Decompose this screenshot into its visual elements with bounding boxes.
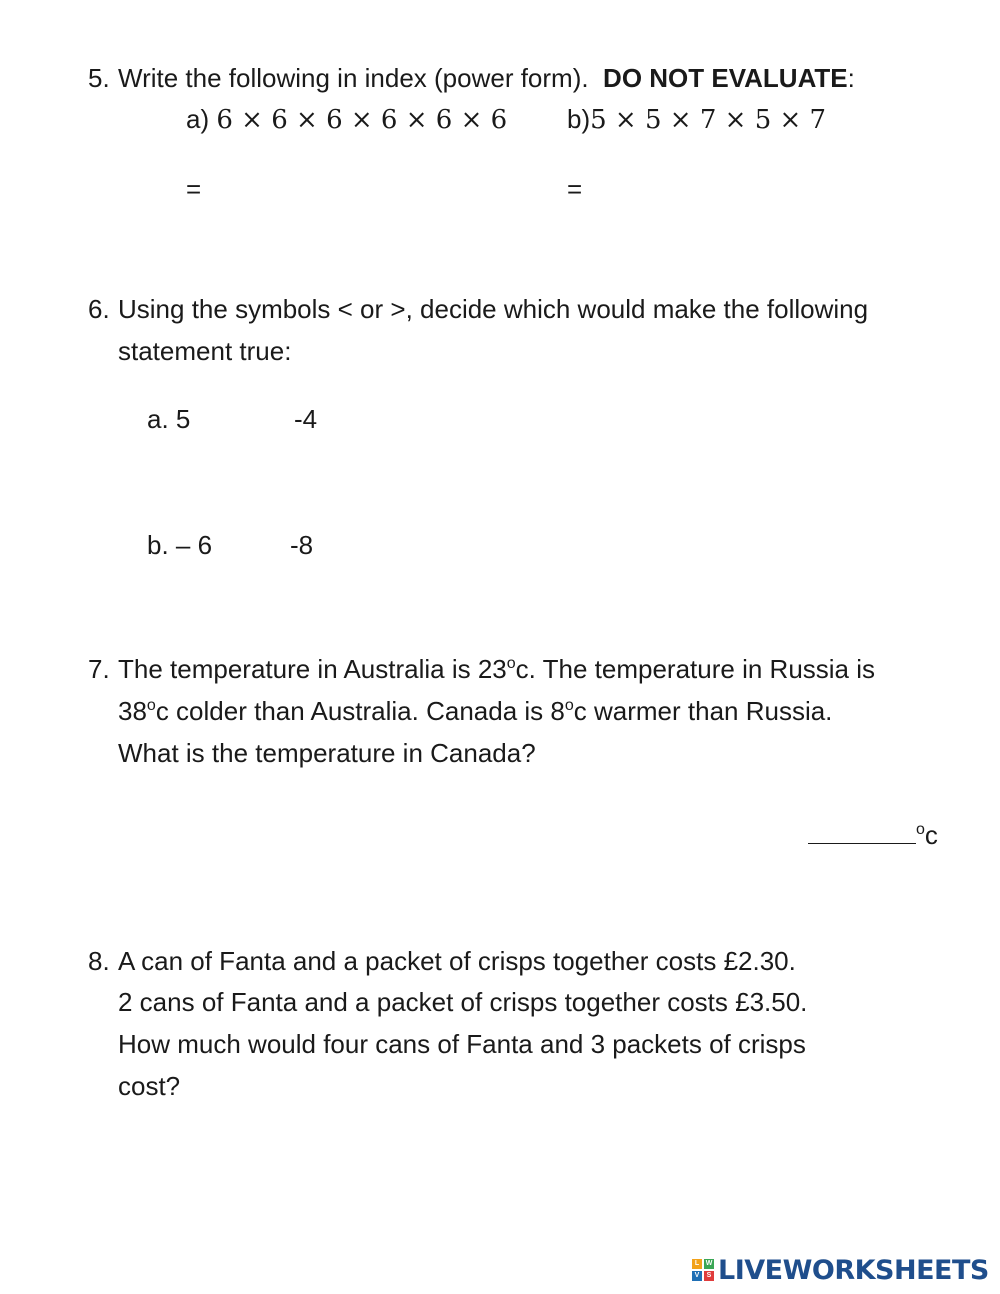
q5a-expression — [186, 98, 507, 141]
q7-line2-b: c colder than Australia. Canada is 8 — [155, 696, 565, 726]
q8-number: 8. — [88, 946, 110, 976]
q5-prompt — [118, 57, 855, 99]
q8-line1: A can of Fanta and a packet of crisps together costs £2.30. — [118, 946, 796, 976]
q7-answer-blank[interactable] — [808, 814, 938, 856]
q5a-expr: 6 × 6 × 6 × 6 × 6 × 6 — [216, 105, 508, 135]
q8-line4: cost? — [118, 1071, 181, 1101]
degree-symbol: o — [916, 821, 925, 838]
q7-line2-c: c warmer than Russia. — [573, 696, 833, 726]
logo-mark-cell: V — [692, 1271, 702, 1281]
q7-line2 — [118, 690, 832, 732]
logo-mark-icon — [692, 1259, 714, 1281]
q7-number: 7. — [88, 654, 110, 684]
q7-line1-a: The temperature in Australia is 23 — [118, 654, 507, 684]
q5a-equals: = — [186, 174, 202, 204]
q6a-label: a. 5 — [147, 404, 191, 434]
degree-symbol: o — [146, 697, 156, 714]
q5b-label: b) — [567, 104, 591, 134]
q5b-expression — [567, 98, 826, 141]
q7-line1 — [118, 648, 875, 690]
q6b-label: b. – 6 — [147, 530, 213, 560]
q5-emphasis: DO NOT EVALUATE — [603, 63, 848, 93]
q6b-right: -8 — [290, 530, 314, 560]
q7-line2-a: 38 — [118, 696, 147, 726]
q6-line2: statement true: — [118, 336, 292, 366]
logo-mark-cell: S — [704, 1271, 714, 1281]
q5-prompt-text: Write the following in index (power form). — [118, 63, 589, 93]
q7-unit: c — [924, 820, 938, 850]
degree-symbol: o — [564, 697, 574, 714]
q6a-right: -4 — [294, 404, 318, 434]
degree-symbol: o — [506, 655, 516, 672]
q6-line1: Using the symbols < or >, decide which would make the following — [118, 294, 869, 324]
q7-line1-b: c. The temperature in Russia is — [515, 654, 876, 684]
q5-number: 5. — [88, 63, 110, 93]
logo-mark-cell: L — [692, 1259, 702, 1269]
q5a-label: a) — [186, 104, 210, 134]
q8-line2: 2 cans of Fanta and a packet of crisps together costs £3.50. — [118, 987, 808, 1017]
logo-text: LIVEWORKSHEETS — [718, 1254, 989, 1286]
answer-line[interactable] — [808, 821, 916, 844]
logo-mark-cell: W — [705, 1260, 713, 1267]
q5b-equals: = — [567, 174, 583, 204]
q5b-expr: 5 × 5 × 7 × 5 × 7 — [590, 105, 827, 135]
q5-colon: : — [847, 63, 855, 93]
q7-line3: What is the temperature in Canada? — [118, 738, 536, 768]
q8-line3: How much would four cans of Fanta and 3 packets of crisps — [118, 1029, 806, 1059]
liveworksheets-logo — [692, 1250, 989, 1290]
q6-number: 6. — [88, 294, 110, 324]
